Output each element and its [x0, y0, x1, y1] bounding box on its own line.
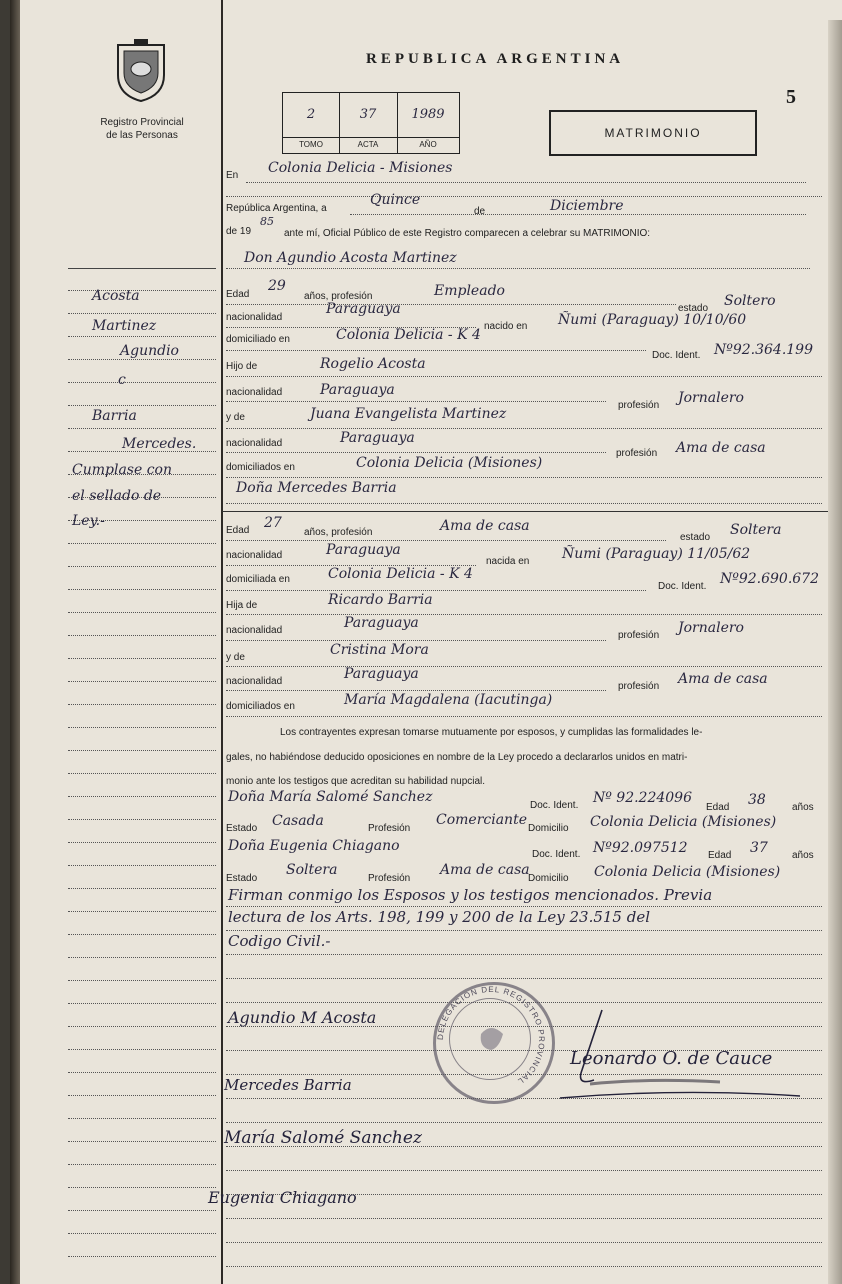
bride-birth: Ñumi (Paraguay) 11/05/62: [562, 546, 751, 562]
bride-father-profession: Jornalero: [678, 620, 744, 636]
doc-label: Doc. Ident.: [658, 581, 707, 592]
officer-signature: Leonardo O. de Cauce: [570, 1048, 773, 1069]
rule: [226, 376, 822, 377]
bride-doc: Nº92.690.672: [720, 571, 819, 587]
bride-mother-nationality: Paraguaya: [344, 666, 419, 682]
rule: [68, 980, 216, 981]
rule: [226, 1170, 822, 1171]
anio-cell: [397, 93, 459, 153]
groom-status: Soltero: [724, 293, 776, 309]
rule: [68, 934, 216, 935]
acta-cell: [339, 93, 398, 153]
rule: [68, 727, 216, 728]
bride-father: Ricardo Barria: [328, 592, 433, 608]
groom-signature: Agundio M Acosta: [228, 1008, 377, 1027]
rule: [226, 350, 646, 351]
de-label: de: [474, 206, 486, 217]
y-de-label: y de: [226, 652, 245, 663]
margin-note-line: Barria: [92, 408, 137, 424]
groom-doc: Nº92.364.199: [714, 342, 813, 358]
doc-label: Doc. Ident.: [652, 350, 701, 361]
rule: [68, 842, 216, 843]
margin-note-line: Cumplase con: [72, 462, 172, 478]
doc-label: Doc. Ident.: [532, 849, 581, 860]
witness1-name: Doña María Salomé Sanchez: [228, 789, 433, 805]
witness-domicilio-label: Domicilio: [528, 823, 569, 834]
hija-label: Hija de: [226, 600, 258, 611]
rule: [68, 681, 216, 682]
nacionalidad-label: nacionalidad: [226, 438, 283, 449]
witness-edad-label: Edad: [706, 802, 730, 813]
rule: [68, 1187, 216, 1188]
act-type-label: MATRIMONIO: [604, 126, 702, 140]
declaration-line-1: Los contrayentes expresan tomarse mutuamente por esposos, y cumplidas las formalidades le-: [280, 727, 703, 738]
rule: [68, 589, 216, 590]
groom-age: 29: [268, 278, 286, 294]
rule: [68, 1210, 216, 1211]
rule: [226, 614, 822, 615]
bride-mother: Cristina Mora: [330, 642, 429, 658]
rule: [226, 565, 476, 566]
margin-note-line: c: [118, 372, 126, 388]
rule: [68, 1072, 216, 1073]
rule: [68, 865, 216, 866]
rule: [226, 906, 822, 907]
groom-name: Don Agundio Acosta Martinez: [244, 250, 457, 266]
witness1-address: Colonia Delicia (Misiones): [590, 814, 777, 830]
rule: [226, 1122, 822, 1123]
rule: [68, 888, 216, 889]
domiciliados-label: domiciliados en: [226, 701, 295, 712]
witness-anos-label: años: [792, 802, 814, 813]
republica-label: República Argentina, a: [226, 203, 327, 214]
rule: [68, 1164, 216, 1165]
witness-profesion-label: Profesión: [368, 823, 411, 834]
witness-profesion-label: Profesión: [368, 873, 411, 884]
rule: [226, 196, 822, 197]
rule: [226, 428, 822, 429]
tomo-label: TOMO: [283, 137, 339, 149]
groom-parents-address: Colonia Delicia (Misiones): [356, 455, 543, 471]
rule: [226, 930, 822, 931]
profesion-label: profesión: [618, 400, 660, 411]
witness2-status: Soltera: [286, 862, 338, 878]
record-page: [10, 0, 842, 1284]
closing-line-1: Firman conmigo los Esposos y los testigos mencionados. Previa: [228, 886, 713, 904]
seal-text-ring: [433, 982, 549, 1098]
rule: [226, 477, 822, 478]
nacionalidad-label: nacionalidad: [226, 387, 283, 398]
rule: [68, 612, 216, 613]
rule: [68, 796, 216, 797]
rule: [226, 716, 822, 717]
rule: [68, 911, 216, 912]
rule: [68, 1049, 216, 1050]
rule: [68, 1256, 216, 1257]
de19-label: de 19: [226, 226, 252, 237]
witness2-address: Colonia Delicia (Misiones): [594, 864, 781, 880]
registry-line-2: de las Personas: [106, 130, 178, 141]
bride-address: Colonia Delicia - K 4: [328, 566, 473, 582]
year-suffix: 85: [260, 215, 274, 228]
officer-signature-flourish: [550, 1006, 810, 1116]
witness-domicilio-label: Domicilio: [528, 873, 569, 884]
binder-edge: [10, 0, 20, 1284]
nacionalidad-label: nacionalidad: [226, 312, 283, 323]
rule: [226, 978, 822, 979]
tomo-value: 2: [306, 107, 316, 122]
coat-of-arms-icon: [110, 37, 172, 103]
estado-label: estado: [678, 303, 709, 314]
rule: [226, 590, 646, 591]
rule: [68, 1233, 216, 1234]
rule: [68, 1003, 216, 1004]
edad-label: Edad: [226, 289, 250, 300]
nacionalidad-label: nacionalidad: [226, 550, 283, 561]
bride-name: Doña Mercedes Barria: [236, 480, 397, 496]
witness1-doc: Nº 92.224096: [593, 790, 692, 806]
anos-profesion-label: años, profesión: [304, 527, 373, 538]
rule: [226, 666, 822, 667]
rule: [68, 336, 216, 337]
rule: [68, 313, 216, 314]
anio-value: 1989: [411, 107, 445, 122]
margin-divider: [221, 0, 223, 1284]
rule: [226, 268, 810, 269]
groom-birth: Ñumi (Paraguay) 10/10/60: [558, 312, 747, 328]
rule: [226, 954, 822, 955]
seal-text: DELEGACION DEL REGISTRO PROVINCIAL: [435, 984, 547, 1087]
profesion-label: profesión: [618, 681, 660, 692]
groom-profession: Empleado: [434, 283, 505, 299]
witness-anos-label: años: [792, 850, 814, 861]
groom-mother: Juana Evangelista Martinez: [310, 406, 507, 422]
bride-nationality: Paraguaya: [326, 542, 401, 558]
rule: [68, 750, 216, 751]
rule: [68, 543, 216, 544]
rule: [68, 405, 216, 406]
registry-name: [82, 116, 202, 142]
hijo-label: Hijo de: [226, 361, 258, 372]
rule: [226, 327, 476, 328]
rule: [350, 214, 806, 215]
doc-label: Doc. Ident.: [530, 800, 579, 811]
witness-edad-label: Edad: [708, 850, 732, 861]
nacido-label: nacido en: [484, 321, 528, 332]
book-edge: [828, 20, 842, 1284]
tomo-cell: [283, 93, 340, 153]
rule: [68, 428, 216, 429]
nacida-label: nacida en: [486, 556, 530, 567]
groom-address: Colonia Delicia - K 4: [336, 327, 481, 343]
rule: [226, 1218, 822, 1219]
bride-age: 27: [264, 515, 282, 531]
rule: [226, 640, 606, 641]
intro-text: ante mí, Oficial Público de este Registro comparecen a celebrar su MATRIMONIO:: [284, 228, 651, 239]
witness-estado-label: Estado: [226, 823, 258, 834]
domiciliados-label: domiciliados en: [226, 462, 295, 473]
groom-father-nationality: Paraguaya: [320, 382, 395, 398]
domiciliada-label: domiciliada en: [226, 574, 290, 585]
margin-note-line: Agundio: [120, 343, 179, 359]
nacionalidad-label: nacionalidad: [226, 676, 283, 687]
section-divider: [222, 511, 828, 512]
rule: [226, 540, 666, 541]
witness2-doc: Nº92.097512: [593, 840, 688, 856]
witness1-status: Casada: [272, 813, 324, 829]
place-value: Colonia Delicia - Misiones: [268, 160, 453, 176]
rule: [68, 382, 216, 383]
margin-note-line: el sellado de: [72, 488, 162, 504]
margin-note-line: Ley.-: [72, 513, 105, 529]
margin-note-line: Mercedes.: [122, 436, 197, 452]
rule: [246, 182, 806, 183]
rule: [68, 658, 216, 659]
en-label: En: [226, 170, 239, 181]
page-number: 5: [786, 86, 796, 108]
bride-signature: Mercedes Barria: [224, 1076, 352, 1094]
profesion-label: profesión: [616, 448, 658, 459]
edad-label: Edad: [226, 525, 250, 536]
witness1-profession: Comerciante: [436, 812, 527, 828]
rule: [226, 690, 606, 691]
acta-label: ACTA: [339, 137, 397, 149]
witness2-name: Doña Eugenia Chiagano: [228, 838, 400, 854]
witness2-profession: Ama de casa: [440, 862, 530, 878]
bride-father-nationality: Paraguaya: [344, 615, 419, 631]
witness2-signature: Eugenia Chiagano: [208, 1188, 357, 1207]
rule: [68, 1026, 216, 1027]
anio-label: AÑO: [397, 137, 459, 149]
rule: [68, 773, 216, 774]
acta-value: 37: [359, 107, 377, 122]
rule: [226, 503, 822, 504]
rule: [68, 268, 216, 269]
witness-estado-label: Estado: [226, 873, 258, 884]
witness2-age: 37: [750, 840, 768, 856]
witness1-age: 38: [748, 792, 766, 808]
groom-nationality: Paraguaya: [326, 301, 401, 317]
rule: [68, 1118, 216, 1119]
rule: [68, 957, 216, 958]
anos-profesion-label: años, profesión: [304, 291, 373, 302]
declaration-line-2: gales, no habiéndose deducido oposiciones en nombre de la Ley procedo a declararlos unidos en matri-: [226, 752, 688, 763]
day-value: Quince: [370, 192, 421, 208]
groom-father: Rogelio Acosta: [320, 356, 426, 372]
declaration-line-3: monio ante los testigos que acreditan su habilidad nupcial.: [226, 776, 486, 787]
rule: [226, 304, 676, 305]
rule: [68, 566, 216, 567]
registry-line-1: Registro Provincial: [100, 117, 184, 128]
margin-note-line: Acosta: [92, 288, 140, 304]
groom-mother-nationality: Paraguaya: [340, 430, 415, 446]
groom-father-profession: Jornalero: [678, 390, 744, 406]
month-value: Diciembre: [550, 198, 624, 214]
closing-line-3: Codigo Civil.-: [228, 932, 331, 950]
bride-profession: Ama de casa: [440, 518, 530, 534]
domiciliado-label: domiciliado en: [226, 334, 290, 345]
rule: [68, 635, 216, 636]
margin-note-line: Martinez: [92, 318, 157, 334]
y-de-label: y de: [226, 412, 245, 423]
nacionalidad-label: nacionalidad: [226, 625, 283, 636]
rule: [68, 359, 216, 360]
rule: [68, 819, 216, 820]
groom-mother-profession: Ama de casa: [676, 440, 766, 456]
rule: [68, 290, 216, 291]
act-type-box: [549, 110, 757, 156]
country-title: REPUBLICA ARGENTINA: [366, 51, 625, 67]
bride-status: Soltera: [730, 522, 782, 538]
rule: [68, 1095, 216, 1096]
bride-mother-profession: Ama de casa: [678, 671, 768, 687]
rule: [68, 704, 216, 705]
witness1-signature: María Salomé Sanchez: [224, 1128, 422, 1148]
rule: [226, 452, 606, 453]
closing-line-2: lectura de los Arts. 198, 199 y 200 de la Ley 23.515 del: [228, 908, 651, 926]
rule: [68, 1141, 216, 1142]
rule: [226, 1242, 822, 1243]
rule: [226, 1266, 822, 1267]
bride-parents-address: María Magdalena (Iacutinga): [344, 692, 553, 708]
rule: [226, 401, 606, 402]
tomo-acta-anio-box: [282, 92, 460, 154]
profesion-label: profesión: [618, 630, 660, 641]
estado-label: estado: [680, 532, 711, 543]
